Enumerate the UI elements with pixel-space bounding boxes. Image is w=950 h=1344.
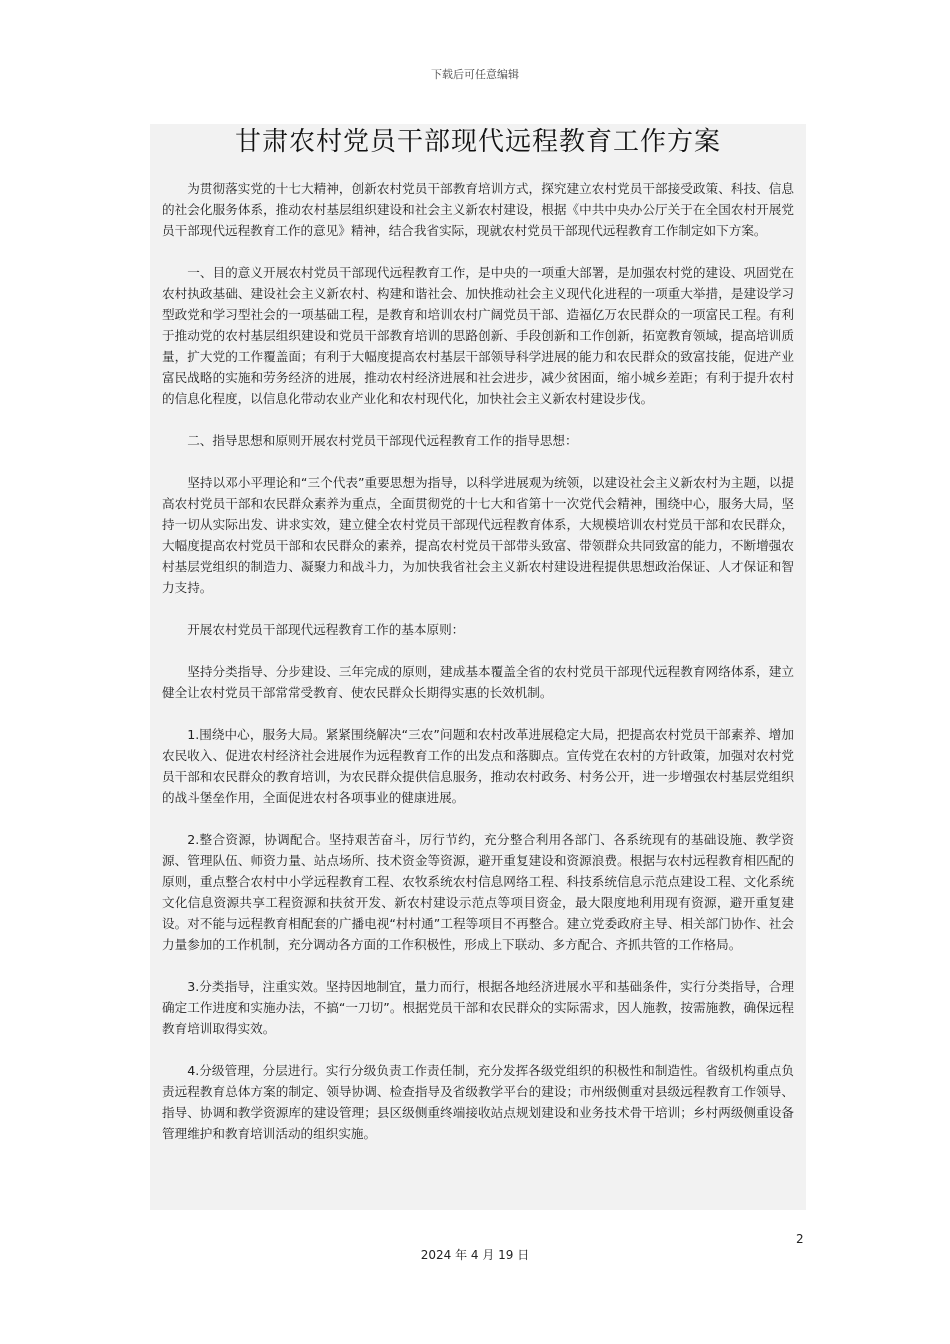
paragraph-intro: 为贯彻落实党的十七大精神，创新农村党员干部教育培训方式，探究建立农村党员干部接受政策、科技、信息的社会化服务体系，推动农村基层组织建设和社会主义新农村建设，根据《中共中央办公厅关于在全国农村开展党员干部现代远程教育工作的意见》精神，结合我省实际，现就农村党员干部现代远程教育工作制定如下方案。 xyxy=(162,181,794,238)
paragraph-principle-3: 3.分类指导，注重实效。坚持因地制宜，量力而行，根据各地经济进展水平和基础条件，实行分类指导，合理确定工作进度和实施办法，不搞“一刀切”。根据党员干部和农民群众的实际需求，因人施教，按需施教，确保远程教育培训取得实效。 xyxy=(162,979,794,1036)
paragraph-principle-4: 4.分级管理，分层进行。实行分级负责工作责任制，充分发挥各级党组织的积极性和制造性。省级机构重点负责远程教育总体方案的制定、领导协调、检查指导及省级教学平台的建设；市州级侧重对县级远程教育工作领导、指导、协调和教学资源库的建设管理；县区级侧重终端接收站点规划建设和业务技术骨干培训；乡村两级侧重设备管理维护和教育培训活动的组织实施。 xyxy=(162,1063,794,1141)
paragraph-principle-2: 2.整合资源，协调配合。坚持艰苦奋斗，厉行节约，充分整合利用各部门、各系统现有的基础设施、教学资源、管理队伍、师资力量、站点场所、技术资金等资源，避开重复建设和资源浪费。根据与农村远程教育相匹配的原则，重点整合农村中小学远程教育工程、农牧系统农村信息网络工程、科技系统信息示范点建设工程、文化系统文化信息资源共享工程资源和扶贫开发、新农村建设示范点等项目资金，最大限度地利用现有资源，避开重复建设。对不能与远程教育相配套的广播电视“村村通”工程等项目不再整合。建立党委政府主导、相关部门协作、社会力量参加的工作机制，充分调动各方面的工作积极性，形成上下联动、多方配合、齐抓共管的工作格局。 xyxy=(162,832,794,952)
paragraph-purpose: 一、目的意义开展农村党员干部现代远程教育工作，是中央的一项重大部署，是加强农村党的建设、巩固党在农村执政基础、建设社会主义新农村、构建和谐社会、加快推动社会主义现代化进程的一项重大举措，是建设学习型政党和学习型社会的一项基础工程，是教育和培训农村广阔党员干部、造福亿万农民群众的一项富民工程。有利于推动党的农村基层组织建设和党员干部教育培训的思路创新、手段创新和工作创新，拓宽教育领域，提高培训质量，扩大党的工作覆盖面；有利于大幅度提高农村基层干部领导科学进展的能力和农民群众的致富技能，促进产业富民战略的实施和劳务经济的进展，推动农村经济进展和社会进步，减少贫困面，缩小城乡差距；有利于提升农村的信息化程度，以信息化带动农业产业化和农村现代化，加快社会主义新农村建设步伐。 xyxy=(162,265,794,406)
paragraph-principle-1: 1.围绕中心，服务大局。紧紧围绕解决“三农”问题和农村改革进展稳定大局，把提高农村党员干部素养、增加农民收入、促进农村经济社会进展作为远程教育工作的出发点和落脚点。宣传党在农村的方针政策，加强对农村党员干部和农民群众的教育培训，为农民群众提供信息服务，推动农村政务、村务公开，进一步增强农村基层党组织的战斗堡垒作用，全面促进农村各项事业的健康进展。 xyxy=(162,727,794,805)
footer-date: 2024 年 4 月 19 日 xyxy=(420,1248,530,1262)
page-number: 2 xyxy=(796,1232,804,1246)
header-note: 下载后可任意编辑 xyxy=(431,68,519,81)
paragraph-guiding-thought: 坚持以邓小平理论和“三个代表”重要思想为指导，以科学进展观为统领，以建设社会主义新农村为主题，以提高农村党员干部和农民群众素养为重点，全面贯彻党的十七大和省第十一次党代会精神，围绕中心，服务大局，坚持一切从实际出发、讲求实效，建立健全农村党员干部现代远程教育体系，大规模培训农村党员干部和农民群众，大幅度提高农村党员干部和农民群众的素养，提高农村党员干部带头致富、带领群众共同致富的能力，不断增强农村基层党组织的制造力、凝聚力和战斗力，为加快我省社会主义新农村建设进程提供思想政治保证、人才保证和智力支持。 xyxy=(162,475,794,595)
document-body xyxy=(150,124,806,1210)
paragraph-principles: 坚持分类指导、分步建设、三年完成的原则，建成基本覆盖全省的农村党员干部现代远程教育网络体系，建立健全让农村党员干部常常受教育、使农民群众长期得实惠的长效机制。 xyxy=(162,664,794,700)
paragraph-guiding-heading: 二、指导思想和原则开展农村党员干部现代远程教育工作的指导思想： xyxy=(187,433,578,448)
paragraph-principles-heading: 开展农村党员干部现代远程教育工作的基本原则： xyxy=(187,622,465,637)
document-title: 甘肃农村党员干部现代远程教育工作方案 xyxy=(234,127,721,157)
